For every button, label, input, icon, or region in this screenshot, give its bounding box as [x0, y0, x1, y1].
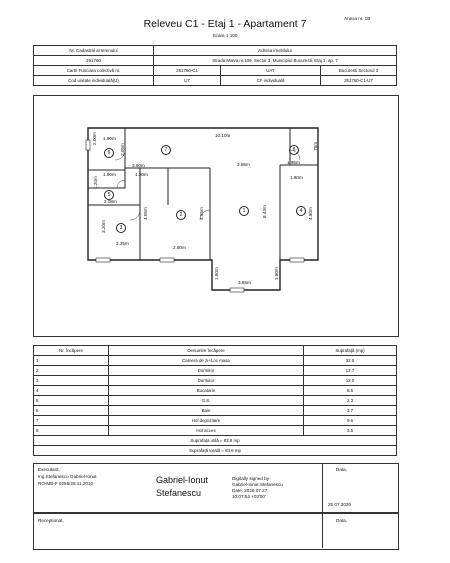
rooms-header-name: Denumire încăpere [109, 346, 304, 356]
digital-sign-2: Gabriel-Ionut Stefanescu [232, 482, 283, 487]
table-row: 1 Camera de zi+Loc masa 32.5 [34, 356, 397, 366]
dim-room3-top: 2.08m [104, 199, 117, 204]
total-area: Suprafață totală = 83.8 mp [34, 446, 397, 456]
digital-sign-4: 10:07:54 +03'00' [232, 494, 266, 499]
dim-bottom-width: 3.65m [238, 280, 251, 285]
cod-unit-label: Cod unitate individuală(U) [34, 76, 154, 86]
cadastral-value: 251760 [34, 56, 154, 66]
dim-top-width: 10.10m [215, 133, 231, 138]
dim-room8-width: 1.95m [287, 160, 300, 165]
signature-name-1: Gabriel-Ionut [156, 475, 209, 485]
room-number-1: 1 [239, 206, 249, 216]
signature-name-2: Stefanescu [156, 488, 202, 498]
room-number-8: 8 [289, 145, 299, 155]
dim-room6-height-2: 2.05m [120, 143, 125, 156]
room-number-5: 5 [104, 190, 114, 200]
room-number-7: 7 [161, 145, 171, 155]
page-title: Releveu C1 - Etaj 1 - Apartament 7 [143, 18, 307, 30]
dim-room6-height: 2.00m [92, 132, 97, 145]
dim-room3-width: 3.25m [116, 241, 129, 246]
dim-room1-width: 3.85m [237, 162, 250, 167]
rooms-table [33, 345, 397, 456]
useful-area: Suprafața utilă = 83.8 mp [34, 436, 397, 446]
digital-sign-3: Date: 2026.07.27 [232, 488, 268, 493]
cod-unit-value: U7 [154, 76, 221, 86]
digital-sign-1: Digitally signed by [232, 476, 270, 481]
dim-room3-height-2: 4.55m [143, 207, 148, 220]
uat-value: Bucuresti Sectorul 3 [321, 66, 397, 76]
cadastral-label: Nr. Cadastral al terenului [34, 46, 154, 56]
executant-label: Executant, [38, 467, 60, 472]
dim-room2-width: 2.80m [173, 245, 186, 250]
uat-label: UAT [221, 66, 321, 76]
dim-room2-height: 4.55m [199, 207, 204, 220]
table-row: 3 Dormitor 12.0 [34, 376, 397, 386]
license-number: RO-MB-F 0255/28.11.2010 [38, 481, 94, 486]
table-row: 8 Hol acces 3.5 [34, 426, 397, 436]
dim-room5-width: 1.90m [103, 172, 116, 177]
date-value: 25.07.2026 [328, 502, 351, 507]
table-row: 7 Hol depozitare 9.6 [34, 416, 397, 426]
table-row: 5 G.S. 2.3 [34, 396, 397, 406]
dim-left-lip: 1.80m [214, 267, 219, 280]
cf-collective-value: 251760-C1 [154, 66, 221, 76]
dim-room8-height: .78m [313, 141, 318, 152]
rooms-header-nr: Nr. Încăpere [34, 346, 109, 356]
dim-room3-height: 3.20m [101, 220, 106, 233]
room-number-3: 3 [116, 223, 126, 233]
annex-label: Anexa nr. 1B [344, 16, 371, 21]
address-value: Strada Malva nr.109, Sector 3, Municipiul Bucuresti, Etaj 1, ap. 7 [154, 56, 397, 66]
dim-room6-width: 1.90m [103, 136, 116, 141]
dim-room4-height: 4.80m [308, 207, 313, 220]
address-label: Adresa imobilului [154, 46, 397, 56]
cf-individual-label: CF individuală [221, 76, 321, 86]
dim-room1-height: 8.43m [262, 205, 267, 218]
dim-hall-120: 1.20m [135, 172, 148, 177]
receptionat-label: Receptionat, [38, 518, 64, 523]
date-label-2: Data, [336, 518, 347, 523]
cf-individual-value: 251760-C1-U7 [321, 76, 397, 86]
dim-hall-390: 3.90m [132, 163, 145, 168]
table-row: 2 Dormitor 12.7 [34, 366, 397, 376]
dim-room5-height: 1.20m [93, 176, 98, 189]
table-row: 4 Bucatarie 8.5 [34, 386, 397, 396]
room-number-2: 2 [176, 210, 186, 220]
table-row: 6 Baie 3.7 [34, 406, 397, 416]
cf-collective-label: Carte Funciara colectivă nr. [34, 66, 154, 76]
engineer-name: Ing.Stefanescu Gabriel-Ionut [38, 474, 97, 479]
rooms-header-area: Suprafață (mp) [304, 346, 397, 356]
room-number-6: 6 [104, 148, 114, 158]
room-number-4: 4 [296, 206, 306, 216]
scale-label: Scara 1:100 [212, 33, 238, 38]
date-label: Data, [336, 467, 347, 472]
dim-right-lip: 1.80m [274, 267, 279, 280]
dim-room4-width: 1.80m [290, 175, 303, 180]
